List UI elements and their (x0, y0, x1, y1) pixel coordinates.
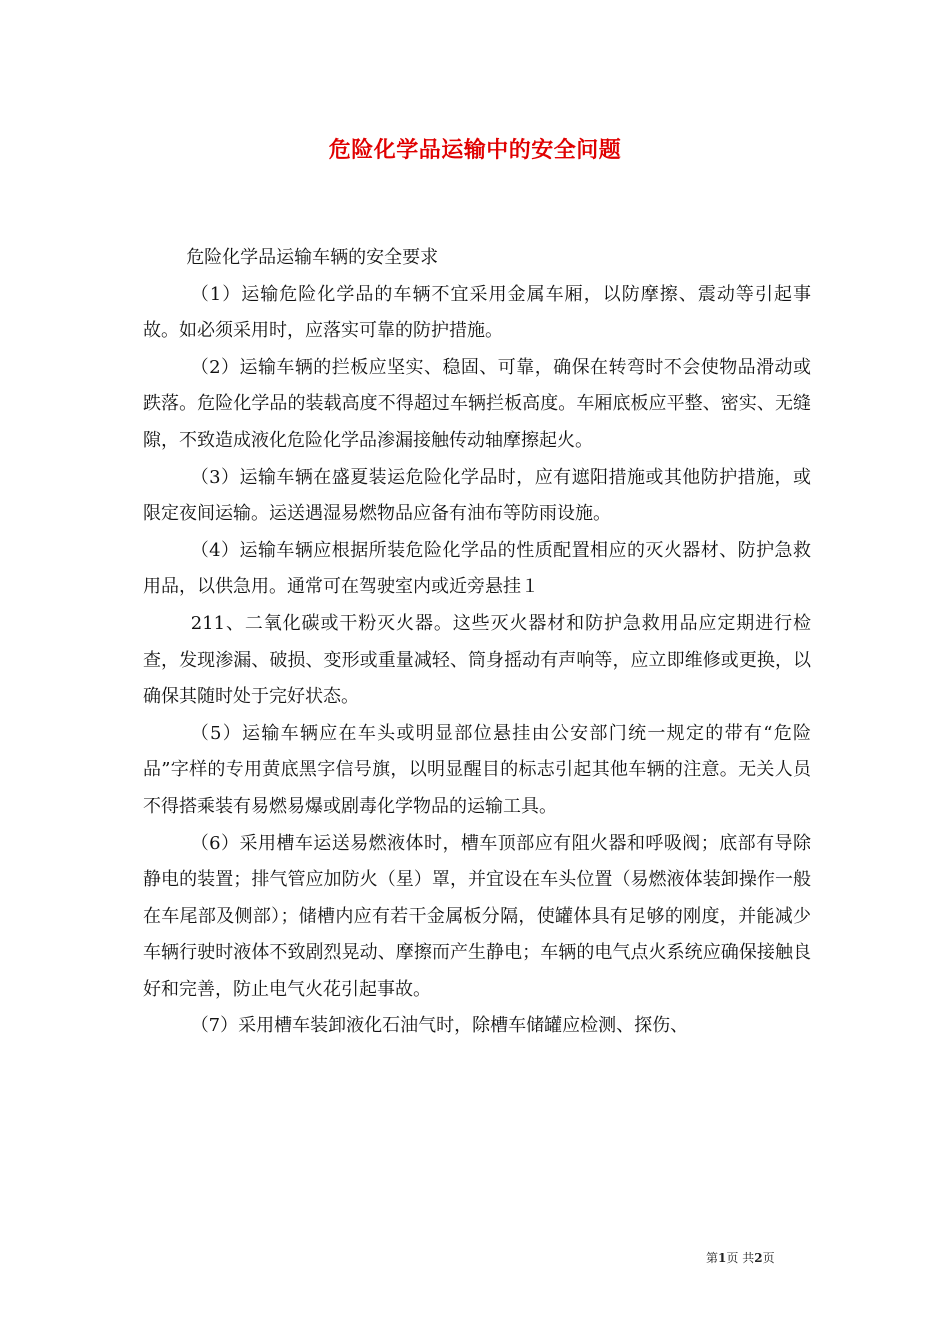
paragraph-4-continued: 211、二氧化碳或干粉灭火器。这些灭火器材和防护急救用品应定期进行检查，发现渗漏、破损、变形或重量减轻、筒身摇动有声响等，应立即维修或更换，以确保其随时处于完好状态。 (143, 612, 811, 708)
paragraph-5: （5）运输车辆应在车头或明显部位悬挂由公安部门统一规定的带有“危险品”字样的专用黄底黑字信号旗，以明显醒目的标志引起其他车辆的注意。无关人员不得搭乘装有易燃易爆或剧毒化学物品的运输工具。 (143, 722, 811, 817)
page-total: 2 (754, 1251, 763, 1265)
document-title: 危险化学品运输中的安全问题 (328, 137, 622, 163)
paragraph-7: （7）采用槽车装卸液化石油气时，除槽车储罐应检测、探伤、 (190, 1015, 689, 1037)
paragraph-4: （4）运输车辆应根据所装危险化学品的性质配置相应的灭火器材、防护急救用品，以供急用。通常可在驾驶室内或近旁悬挂１ (143, 539, 811, 598)
page-prefix: 第 (706, 1251, 719, 1265)
document-body (143, 240, 811, 1045)
paragraph-2: （2）运输车辆的拦板应坚实、稳固、可靠，确保在转弯时不会使物品滑动或跌落。危险化学品的装载高度不得超过车辆拦板高度。车厢底板应平整、密实、无缝隙，不致造成液化危险化学品渗漏接触传动轴摩擦起火。 (143, 356, 811, 451)
paragraph-6: （6）采用槽车运送易燃液体时，槽车顶部应有阻火器和呼吸阀；底部有导除静电的装置；排气管应加防火（星）罩，并宜设在车头位置（易燃液体装卸操作一般在车尾部及侧部）；储槽内应有若干金属板分隔，使罐体具有足够的刚度，并能减少车辆行驶时液体不致剧烈晃动、摩擦而产生静电；车辆的电气点火系统应确保接触良好和完善，防止电气火花引起事故。 (143, 832, 811, 1000)
page-number (706, 1249, 775, 1266)
page-middle: 页 共 (726, 1251, 755, 1265)
page-current: 1 (718, 1251, 727, 1265)
paragraph-3: （3）运输车辆在盛夏装运危险化学品时，应有遮阳措施或其他防护措施，或限定夜间运输。运送遇湿易燃物品应备有油布等防雨设施。 (143, 466, 811, 525)
section-heading: 危险化学品运输车辆的安全要求 (186, 247, 439, 268)
paragraph-1: （1）运输危险化学品的车辆不宜采用金属车厢，以防摩擦、震动等引起事故。如必须采用时，应落实可靠的防护措施。 (143, 283, 811, 342)
page-suffix: 页 (762, 1251, 775, 1265)
